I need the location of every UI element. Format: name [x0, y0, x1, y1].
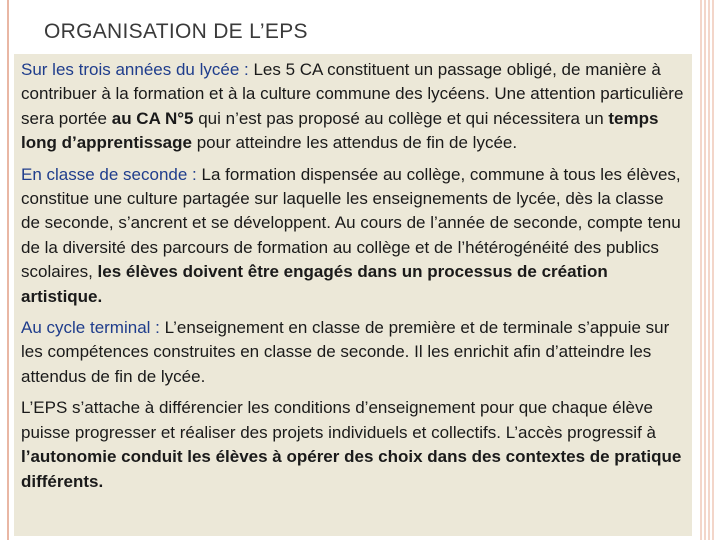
paragraph-text: pour atteindre les attendus de fin de lycée. [191, 133, 518, 153]
emphasis-text: les élèves doivent être engagés dans un processus de création artistique. [21, 262, 608, 306]
paragraph-eps [21, 396, 686, 494]
content-box [14, 54, 692, 536]
paragraph-lead: Au cycle terminal : [21, 318, 160, 338]
paragraph-text: Les 5 CA constituent un passage obligé, de manière à contribuer à la formation et à la culture commune des lycéens. Une attention particulière sera portée [21, 60, 684, 128]
paragraph-lead: Sur les trois années du lycée : [21, 60, 249, 79]
paragraph-text: La formation dispensée au collège, commune à tous les élèves, constitue une culture partagée sur laquelle les enseignements de lycée, dès la classe de seconde, s’ancrent et se développent. Au cours de l’année de seconde, compte tenu de la diversité des parcours de formation au collège et de l’hétérogénéité des publics scolaires, [21, 164, 681, 282]
emphasis-text: temps long d’apprentissage [21, 108, 659, 153]
paragraph-lycee [21, 58, 686, 156]
paragraph-lead: En classe de seconde : [21, 164, 197, 184]
paragraph-text: qui n’est pas proposé au collège et qui nécessitera un [193, 108, 609, 128]
paragraph-cycle-terminal [21, 316, 686, 389]
emphasis-text: au CA N°5 [111, 108, 194, 128]
paragraph-text: L’enseignement en classe de première et de terminale s’appuie sur les compétences construites en classe de seconde. Il les enrichit afin d’atteindre les attendus de fin de lycée. [21, 318, 670, 386]
paragraph-seconde [21, 163, 686, 309]
emphasis-text: l’autonomie conduit les élèves à opérer des choix dans des contextes de pratique différents. [21, 447, 682, 491]
paragraph-text: L’EPS s’attache à différencier les conditions d’enseignement pour que chaque élève puisse progresser et réaliser des projets individuels et collectifs. L’accès progressif à [21, 398, 656, 442]
right-decorative-stripes [700, 0, 714, 540]
left-decorative-rule [7, 0, 9, 540]
slide-title: ORGANISATION DE L’EPS [44, 20, 308, 43]
